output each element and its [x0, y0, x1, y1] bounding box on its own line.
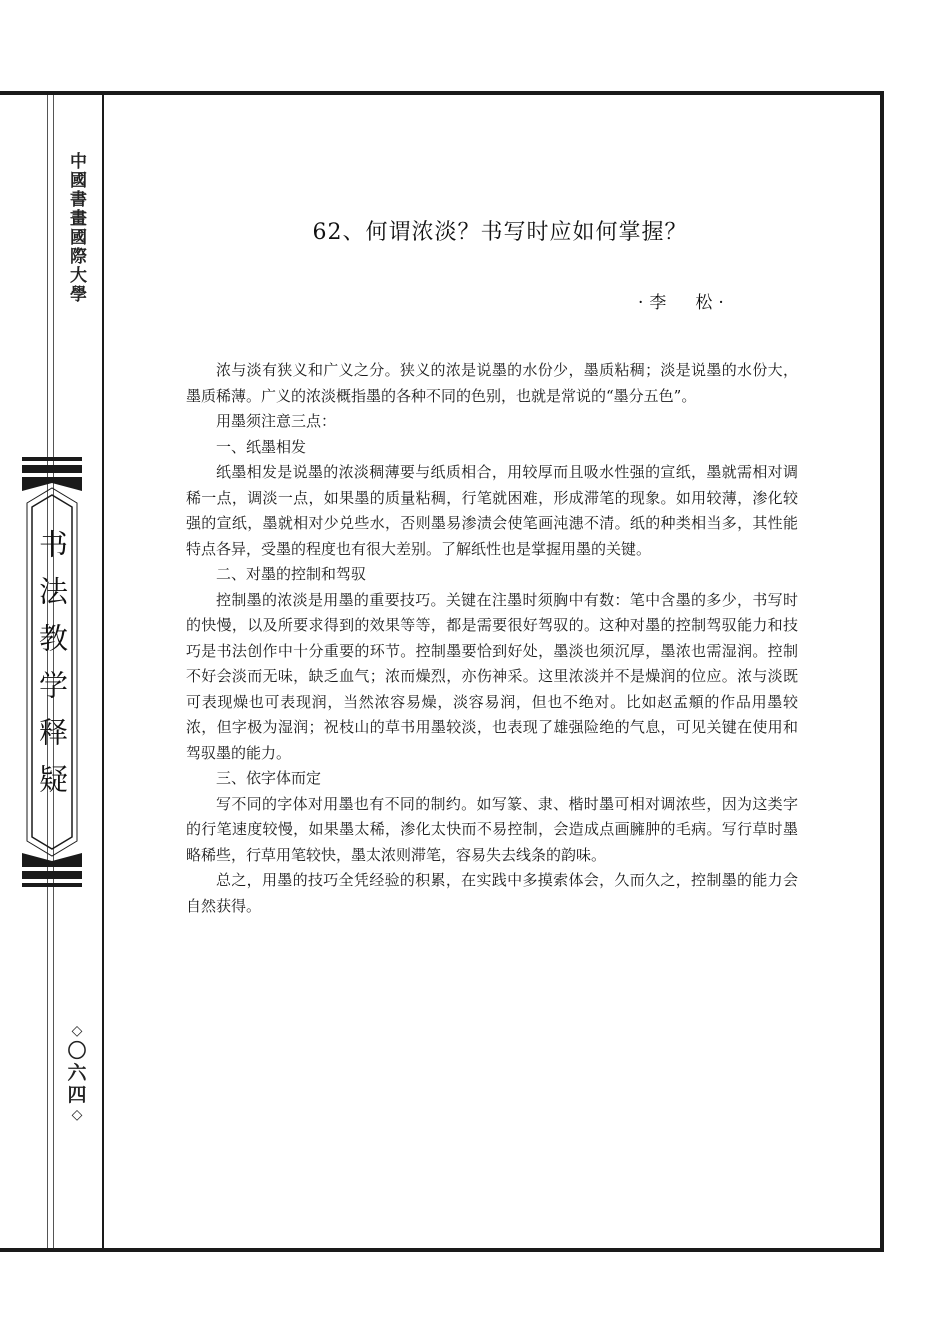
diamond-icon: ◇ — [71, 1107, 83, 1123]
paragraph: 纸墨相发是说墨的浓淡稠薄要与纸质相合，用较厚而且吸水性强的宣纸，墨就需相对调稀一点，调淡一点，如果墨的质量粘稠，行笔就困难，形成滞笔的现象。如用较薄，渗化较强的宣纸，墨就相对少兑些水，否则墨易渗渍会使笔画沌漶不清。纸的种类相当多，其性能特点各异，受墨的程度也有很大差别。了解纸性也是掌握用墨的关键。 — [186, 463, 798, 558]
paragraph: 用墨须注意三点： — [216, 412, 337, 430]
page-frame-bottom — [0, 1248, 884, 1252]
paragraph: 总之，用墨的技巧全凭经验的积累，在实践中多摸索体会，久而久之，控制墨的能力会自然获得。 — [186, 871, 798, 915]
book-title-cartouche — [22, 457, 82, 887]
page-number-digit: 四 — [67, 1084, 87, 1106]
series-title: 中國書畫國際大學 — [66, 152, 86, 304]
section-heading: 二、对墨的控制和驾驭 — [216, 565, 367, 583]
page-number-digit: 六 — [67, 1062, 87, 1084]
article-author: ·李 松· — [638, 293, 730, 313]
article-body — [186, 358, 798, 919]
article-title: 62、何谓浓淡？书写时应如何掌握？ — [312, 220, 688, 245]
page-frame-inner-left — [102, 95, 104, 1248]
page-frame-right — [880, 91, 884, 1252]
diamond-icon: ◇ — [71, 1023, 83, 1039]
book-title: 书法教学释疑 — [35, 529, 69, 811]
section-heading: 一、纸墨相发 — [216, 437, 307, 456]
paragraph: 控制墨的浓淡是用墨的重要技巧。关键在注墨时须胸中有数：笔中含墨的多少，书写时的快慢，以及所要求得到的效果等等，都是需要很好驾驭的。这种对墨的控制驾驭能力和技巧是书法创作中十分重要的环节。控制墨要恰到好处，墨淡也须沉厚，墨浓也需湿润。控制不好会淡而无味，缺乏血气；浓而燥烈，亦伤神采。这里浓淡并不是燥润的位应。浓与淡既可表现燥也可表现润，当然浓容易燥，淡容易润，但也不绝对。比如赵孟頫的作品用墨较浓，但字极为湿润；祝枝山的草书用墨较淡，也表现了雄强险绝的气息，可见关键在使用和驾驭墨的能力。 — [186, 590, 798, 762]
page-number-digit: 〇 — [67, 1040, 87, 1062]
page-number — [62, 1022, 92, 1124]
section-heading: 三、依字体而定 — [216, 769, 322, 787]
page-frame-top — [0, 91, 884, 95]
paragraph: 写不同的字体对用墨也有不同的制约。如写篆、隶、楷时墨可相对调浓些，因为这类字的行笔速度较慢，如果墨太稀，渗化太快而不易控制，会造成点画臃肿的毛病。写行草时墨略稀些，行草用笔较快，墨太浓则滞笔，容易失去线条的韵味。 — [186, 794, 798, 864]
paragraph: 浓与淡有狭义和广义之分。狭义的浓是说墨的水份少，墨质粘稠；淡是说墨的水份大，墨质稀薄。广义的浓淡概指墨的各种不同的色别，也就是常说的“墨分五色”。 — [186, 361, 798, 405]
